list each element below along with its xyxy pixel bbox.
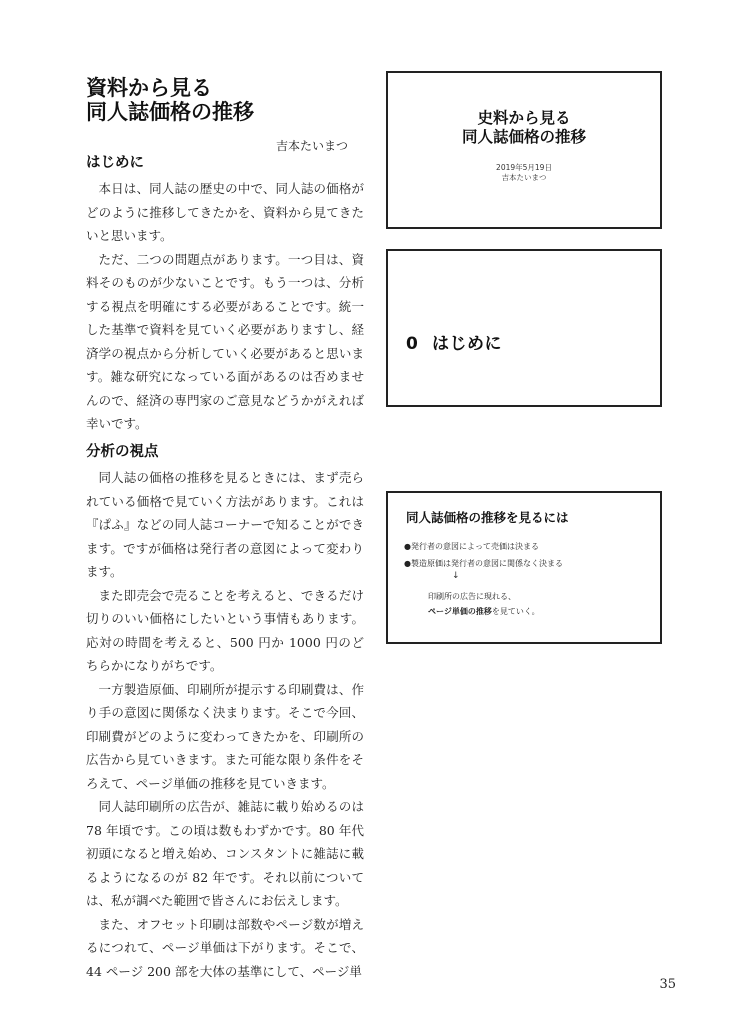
paragraph: 一方製造原価、印刷所が提示する印刷費は、作り手の意図に関係なく決まります。そこで今回、印刷費がどのように変わってきたかを、印刷所の広告から見ていきます。また可能な限り条件をそろえて、ページ単価の推移を見ていきます。 (86, 681, 364, 791)
slide-section-label: はじめに (432, 334, 502, 354)
slide-author: 吉本たいまつ (501, 173, 547, 182)
slide-date: 2019年5月19日 (496, 163, 552, 172)
slide-content-title: 同人誌価格の推移を見るには (406, 510, 569, 525)
paragraph: また即売会で売ることを考えると、できるだけ切りのいい価格にしたいという事情もあります。応対の時間を考えると、500 円か 1000 円のどちらかになりがちです。 (86, 587, 364, 673)
slide-section-intro (386, 249, 662, 407)
paragraph: 同人誌印刷所の広告が、雑誌に載り始めるのは 78 年頃です。この頃は数もわずかです。80 年代初頭になると増え始め、コンスタントに雑誌に載るようになるのが 82 年です。それ以前については、私が調べた範囲で皆さんにお伝えします。 (86, 799, 364, 908)
down-arrow-icon: ↓ (452, 571, 460, 581)
slide-note (428, 589, 540, 619)
slide-note-line-2 (428, 604, 540, 619)
slide-content (386, 491, 662, 644)
section-body-analysis (86, 466, 364, 983)
slide-section-number: 0 (406, 334, 419, 354)
article-title (86, 76, 366, 124)
slide-title-line-2: 同人誌価格の推移 (461, 128, 586, 146)
slide-note-emphasis: ページ単価の推移 (428, 607, 492, 616)
paragraph: 本日は、同人誌の歴史の中で、同人誌の価格がどのように推移してきたかを、資料から見てきたいと思います。 (86, 181, 364, 243)
slide-bullet-list (404, 538, 563, 572)
article-title-line-1: 資料から見る (86, 76, 212, 100)
page-number: 35 (659, 977, 676, 992)
article-title-line-2: 同人誌価格の推移 (86, 100, 254, 124)
slide-note-line-1: 印刷所の広告に現れる、 (428, 592, 516, 601)
slide-note-tail: を見ていく。 (491, 607, 540, 616)
section-heading-intro: はじめに (86, 155, 144, 171)
section-body-intro (86, 177, 364, 436)
slide-title-text (388, 109, 660, 147)
paragraph: 同人誌の価格の推移を見るときには、まず売られている価格で見ていく方法があります。これは『ぱふ』などの同人誌コーナーで知ることができます。ですが価格は発行者の意図によって変わります。 (86, 470, 364, 579)
slide-title-line-1: 史料から見る (477, 109, 571, 127)
slide-section-heading (406, 329, 502, 354)
section-heading-analysis: 分析の視点 (86, 444, 159, 460)
slide-bullet: ●製造原価は発行者の意図に関係なく決まる (404, 559, 563, 568)
paragraph: ただ、二つの問題点があります。一つ目は、資料そのものが少ないことです。もう一つは、分析する視点を明確にする必要があることです。統一した基準で資料を見ていく必要がありますし、経済学の視点から分析していく必要があると思います。雑な研究になっている面があるのは否めませんので、経済の専門家のご意見などうかがえれば幸いです。 (86, 251, 364, 431)
article-author: 吉本たいまつ (276, 139, 349, 153)
paragraph: また、オフセット印刷は部数やページ数が増えるにつれて、ページ単価は下がります。そこで、44 ページ 200 部を大体の基準にして、ページ単 (86, 916, 364, 979)
slide-title (386, 71, 662, 229)
slide-bullet: ●発行者の意図によって売価は決まる (404, 542, 539, 551)
